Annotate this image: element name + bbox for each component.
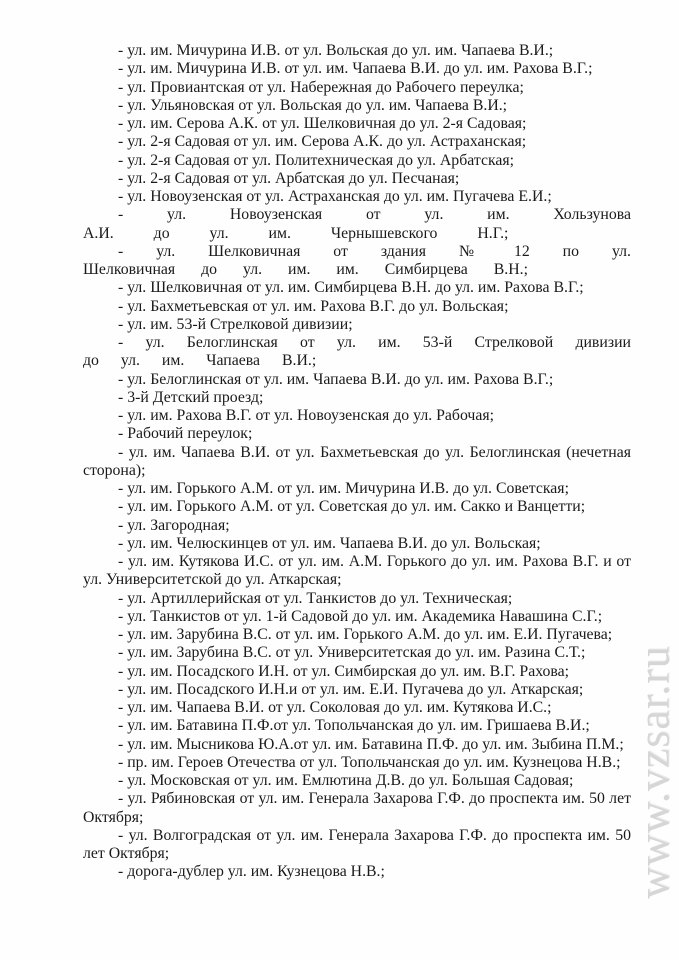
list-item: - ул. Новоузенская от ул. Астраханская до ул. им. Пугачева Е.И.; bbox=[118, 188, 552, 205]
list-item: - ул. им. 53-й Стрелковой дивизии; bbox=[118, 315, 353, 333]
list-item: - ул. им. Посадского И.Н.и от ул. им. Е.И. Пугачева до ул. Аткарская; bbox=[118, 680, 584, 698]
list-item: - ул. Артиллерийская от ул. Танкистов до ул. Техническая; bbox=[118, 589, 513, 607]
list-item: - ул. Белоглинская от ул. им. 53-й Стрелковой дивизии до ул. им. Чапаева В.И.; bbox=[83, 334, 631, 370]
list-item: - ул. им. Зарубина В.С. от ул. Университетская до ул. им. Разина С.Т.; bbox=[118, 644, 586, 662]
list-item: - ул. Ульяновская от ул. Вольская до ул. им. Чапаева В.И.; bbox=[118, 96, 508, 114]
list-item: - ул. Шелковичная от ул. им. Симбирцева В.Н. до ул. им. Рахова В.Г.; bbox=[118, 279, 584, 297]
list-item: - пр. им. Героев Отечества от ул. Топольчанская до ул. им. Кузнецова Н.В.; bbox=[118, 753, 621, 771]
watermark: www.vzsar.ru bbox=[629, 645, 679, 899]
list-item: - ул. Бахметьевская от ул. им. Рахова В.Г. до ул. Вольская; bbox=[118, 297, 509, 315]
list-item: - ул. Московская от ул. им. Емлютина Д.В. до ул. Большая Садовая; bbox=[118, 772, 574, 789]
list-item: - Рабочий переулок; bbox=[118, 425, 253, 443]
list-item: - ул. им. Чапаева В.И. от ул. Бахметьевская до ул. Белоглинская (нечетная сторона); bbox=[83, 443, 631, 479]
list-item: - ул. им. Мичурина И.В. от ул. Вольская до ул. им. Чапаева В.И.; bbox=[118, 42, 554, 59]
list-item: - ул. им. Мичурина И.В. от ул. им. Чапаева В.И. до ул. им. Рахова В.Г.; bbox=[118, 60, 593, 78]
list-item: - ул. 2-я Садовая от ул. Арбатская до ул. Песчаная; bbox=[118, 169, 460, 187]
list-item: - ул. 2-я Садовая от ул. Политехническая до ул. Арбатская; bbox=[118, 151, 515, 169]
list-item: - ул. Новоузенская от ул. им. Хользунова А.И. до ул. им. Чернышевского Н.Г.; bbox=[83, 206, 631, 242]
list-item: - дорога-дублер ул. им. Кузнецова Н.В.; bbox=[118, 863, 385, 881]
list-item: - ул. им. Посадского И.Н. от ул. Симбирская до ул. им. В.Г. Рахова; bbox=[118, 662, 570, 680]
list-item: - ул. Рябиновская от ул. им. Генерала Захарова Г.Ф. до проспекта им. 50 лет Октября; bbox=[83, 790, 631, 826]
list-item: - 3-й Детский проезд; bbox=[118, 388, 264, 406]
list-item: - ул. им. Чапаева В.И. от ул. Соколовая до ул. им. Кутякова И.С.; bbox=[118, 699, 552, 716]
list-item: - ул. Белоглинская от ул. им. Чапаева В.И. до ул. им. Рахова В.Г.; bbox=[118, 370, 554, 388]
list-item: - ул. им. Челюскинцев от ул. им. Чапаева В.И. до ул. Вольская; bbox=[118, 534, 541, 552]
list-item: - ул. Загородная; bbox=[118, 516, 230, 534]
list-item: - ул. им. Серова А.К. от ул. Шелковичная до ул. 2-я Садовая; bbox=[118, 115, 527, 132]
list-item: - ул. 2-я Садовая от ул. им. Серова А.К. до ул. Астраханская; bbox=[118, 133, 527, 151]
list-item: - ул. Шелковичная от здания № 12 по ул. Шелковичная до ул. им. им. Симбирцева В.Н.; bbox=[83, 242, 631, 278]
list-item: - ул. им. Зарубина В.С. от ул. им. Горького А.М. до ул. им. Е.И. Пугачева; bbox=[118, 626, 613, 643]
list-item: - ул. Провиантская от ул. Набережная до Рабочего переулка; bbox=[118, 78, 524, 96]
list-item: - ул. им. Горького А.М. от ул. Советская до ул. им. Сакко и Ванцетти; bbox=[118, 498, 586, 516]
list-item: - ул. им. Мысникова Ю.А.от ул. им. Батавина П.Ф. до ул. им. Зыбина П.М.; bbox=[118, 735, 624, 753]
list-item: - ул. Танкистов от ул. 1-й Садовой до ул. им. Академика Навашина С.Г.; bbox=[118, 607, 603, 625]
list-item: - ул. им. Рахова В.Г. от ул. Новоузенская до ул. Рабочая; bbox=[118, 407, 495, 424]
list-item: - ул. им. Кутякова И.С. от ул. им. А.М. Горького до ул. им. Рахова В.Г. и от ул. Университетской до ул. Аткарская; bbox=[83, 553, 631, 589]
list-item: - ул. им. Батавина П.Ф.от ул. Топольчанская до ул. им. Гришаева В.И.; bbox=[118, 717, 590, 735]
street-list bbox=[83, 42, 631, 882]
list-item: - ул. им. Горького А.М. от ул. им. Мичурина И.В. до ул. Советская; bbox=[118, 480, 569, 497]
list-item: - ул. Волгоградская от ул. им. Генерала Захарова Г.Ф. до проспекта им. 50 лет Октября; bbox=[83, 826, 631, 862]
